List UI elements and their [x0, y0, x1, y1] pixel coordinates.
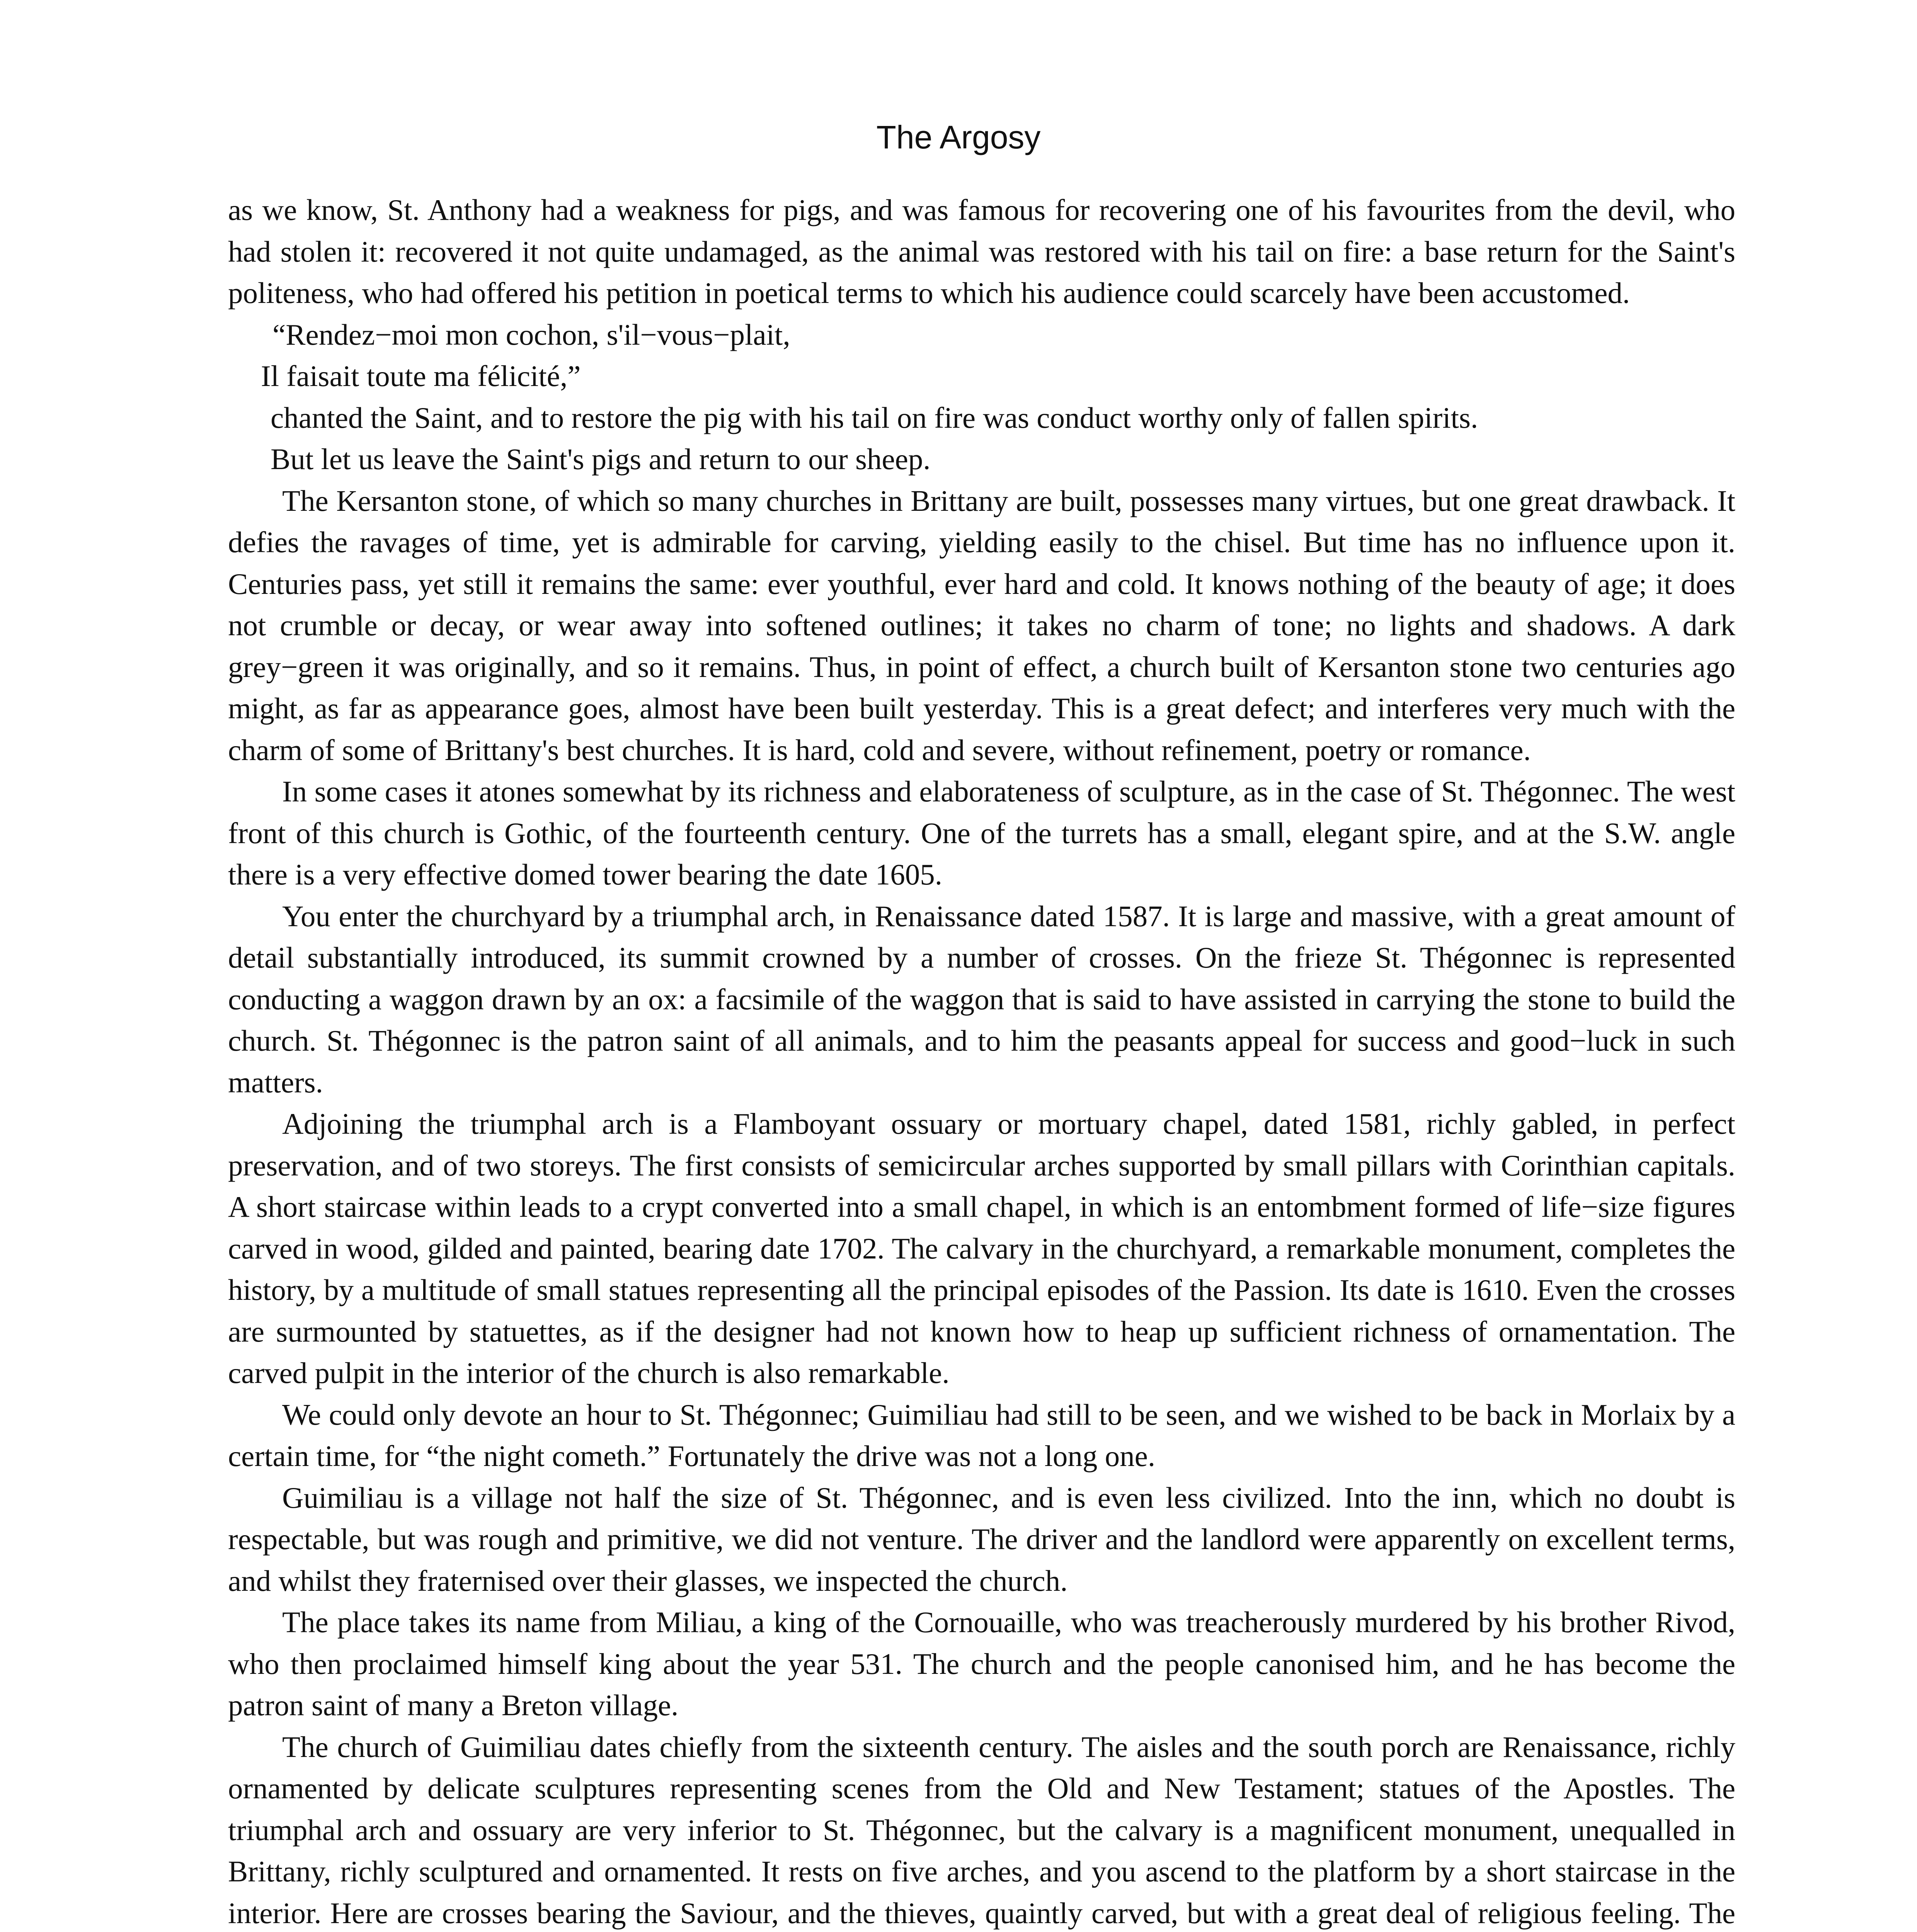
- paragraph: The Kersanton stone, of which so many churches in Brittany are built, possesses many virtues, but one great drawback. It defies the ravages of time, yet is admirable for carving, yielding easily to the chisel. But time has no influence upon it. Centuries pass, yet still it remains the same: ever youthful, ever hard and cold. It knows nothing of the beauty of age; it does not crumble or decay, or wear away into softened outlines; it takes no charm of tone; no lights and shadows. A dark grey−green it was originally, and so it remains. Thus, in point of effect, a church built of Kersanton stone two centuries ago might, as far as appearance goes, almost have been built yesterday. This is a great defect; and interferes very much with the charm of some of Brittany's best churches. It is hard, cold and severe, without refinement, poetry or romance.: [228, 484, 1735, 767]
- running-header: The Argosy: [876, 119, 1041, 155]
- paragraph: We could only devote an hour to St. Thégonnec; Guimiliau had still to be seen, and we wished to be back in Morlaix by a certain time, for “the night cometh.” Fortunately the drive was not a long one.: [228, 1398, 1735, 1473]
- paragraph: In some cases it atones somewhat by its richness and elaborateness of sculpture, as in the case of St. Thégonnec. The west front of this church is Gothic, of the fourteenth century. One of the turrets has a small, elegant spire, and at the S.W. angle there is a very effective domed tower bearing the date 1605.: [228, 775, 1735, 891]
- paragraph: You enter the churchyard by a triumphal arch, in Renaissance dated 1587. It is large and massive, with a great amount of detail substantially introduced, its summit crowned by a number of crosses. On the frieze St. Thégonnec is represented conducting a waggon drawn by an ox: a facsimile of the waggon that is said to have assisted in carrying the stone to build the church. St. Thégonnec is the patron saint of all animals, and to him the peasants appeal for success and good−luck in such matters.: [228, 899, 1735, 1099]
- paragraph-text: The church of Guimiliau dates chiefly from the sixteenth century. The aisles and the south porch are Renaissance, richly ornamented by delicate sculptures representing scenes from the Old and New Testament; statues of the Apostles. The triumphal arch and ossuary are very inferior to St. Thégonnec, but the calvary is a magnificent monument, unequalled in Brittany, richly sculptured and ornamented. It rests on five arches, and you ascend to the platform by a short staircase in the interior. Here are crosses bearing the Saviour, and the thieves, quaintly carved, but with a great deal of religious feeling. The: [228, 1730, 1735, 1930]
- paragraph: Adjoining the triumphal arch is a Flamboyant ossuary or mortuary chapel, dated 1581, richly gabled, in perfect preservation, and of two storeys. The first consists of semicircular arches supported by small pillars with Corinthian capitals. A short staircase within leads to a crypt converted into a small chapel, in which is an entombment formed of life−size figures carved in wood, gilded and painted, bearing date 1702. The calvary in the churchyard, a remarkable monument, completes the history, by a multitude of small statues representing all the principal episodes of the Passion. Its date is 1610. Even the crosses are surmounted by statuettes, as if the designer had not known how to heap up sufficient richness of ornamentation. The carved pulpit in the interior of the church is also remarkable.: [228, 1107, 1735, 1389]
- paragraph: The place takes its name from Miliau, a king of the Cornouaille, who was treacherously murdered by his brother Rivod, who then proclaimed himself king about the year 531. The church and the people canonised him, and he has become the patron saint of many a Breton village.: [228, 1605, 1735, 1722]
- paragraph: as we know, St. Anthony had a weakness for pigs, and was famous for recovering one of his favourites from the devil, who had stolen it: recovered it not quite undamaged, as the animal was restored with his tail on fire: a base return for the Saint's politeness, who had offered his petition in poetical terms to which his audience could scarcely have been accustomed.: [228, 193, 1735, 310]
- paragraph: Guimiliau is a village not half the size of St. Thégonnec, and is even less civilized. Into the inn, which no doubt is respectable, but was rough and primitive, we did not venture. The driver and the landlord were apparently on excellent terms, and whilst they fraternised over their glasses, we inspected the church.: [228, 1481, 1735, 1597]
- verse-block: [228, 314, 1735, 397]
- verse-line: “Rendez−moi mon cochon, s'il−vous−plait,: [272, 318, 790, 351]
- article-body: [228, 189, 1735, 1932]
- paragraph: But let us leave the Saint's pigs and return to our sheep.: [271, 442, 931, 476]
- verse-line: Il faisait toute ma félicité,”: [261, 359, 581, 393]
- paragraph: chanted the Saint, and to restore the pig with his tail on fire was conduct worthy only of fallen spirits.: [271, 401, 1478, 434]
- paragraph: [228, 1726, 1735, 1932]
